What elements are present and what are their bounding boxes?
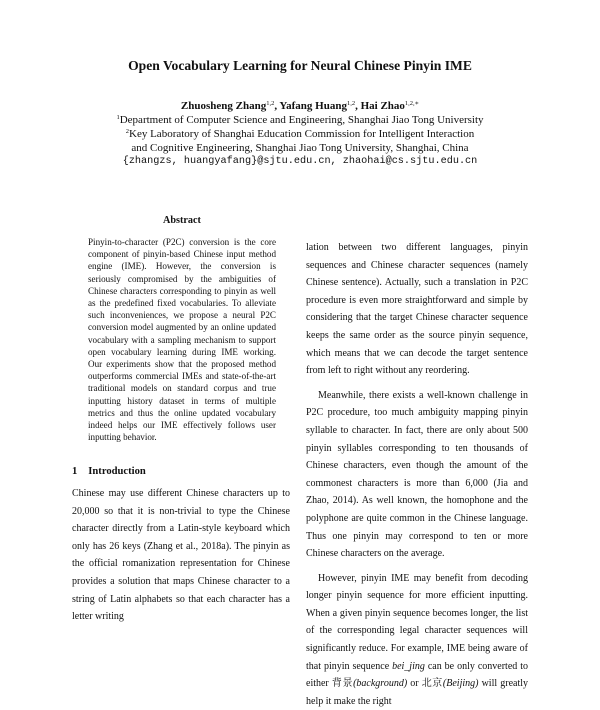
- section-number: 1: [72, 466, 78, 477]
- author-name: Hai Zhao: [360, 100, 405, 112]
- intro-paragraph: However, pinyin IME may benefit from decoding longer pinyin sequence for more efficient inputting. When a given pinyin sequence becomes longer, the list of the corresponding legal character sequences will significantly reduce. For example, IME being aware of that pinyin sequence bei_jing can be only converted to either 背景(background) or 北京(Beijing) will greatly help it make the right: [306, 572, 529, 707]
- affiliation-line: $^1$Department of Computer Science and Engineering, Shanghai Jiao Tong University: [116, 114, 484, 126]
- author-emails: {zhangzs, huangyafang}@sjtu.edu.cn, zhaohai@cs.sjtu.edu.cn: [122, 156, 478, 167]
- abstract-text: Pinyin-to-character (P2C) conversion is the core component of pinyin-based Chinese input method engine (IME). However, the conversion is seriously compromised by the ambiguities of Chinese characters corresponding to pinyin as well as the predefined fixed vocabularies. To alleviate such inconveniences, we propose a neural P2C conversion model augmented by an online updated vocabulary with a sampling mechanism to support open vocabulary learning during IME working. Our experiments show that the proposed method outperforms commercial IMEs and state-of-the-art traditional models on standard corpus and true inputting history dataset in terms of multiple metrics and thus the online updated vocabulary indeed helps our IME effectively follows user inputting behavior.: [88, 237, 276, 443]
- affiliation-mark: 2: [125, 128, 130, 135]
- section-title: Introduction: [88, 466, 146, 477]
- author-name: Yafang Huang: [279, 100, 347, 112]
- gloss: (Beijing): [442, 678, 479, 690]
- author-marks: 1,2,∗: [404, 100, 420, 107]
- author-list: Zhuosheng Zhang$^{1,2}$, Yafang Huang$^{1,2}$, Hai Zhao$^{1,2,∗}$: [180, 100, 420, 112]
- right-column-body: [306, 239, 528, 710]
- intro-paragraph: Chinese may use different Chinese characters up to 20,000 so that it is non-trivial to type the Chinese character directly from a Latin-style keyboard which only has 26 keys (Zhang et al., 2018a). The pinyin as the official romanization representation for Chinese provides a solution that maps Chinese character to a string of Latin alphabets so that each character has a letter writing: [72, 488, 290, 623]
- abstract-heading: Abstract: [163, 215, 201, 226]
- affiliation-mark: 1: [116, 114, 120, 121]
- paper-title: Open Vocabulary Learning for Neural Chinese Pinyin IME: [128, 58, 472, 73]
- author-marks: 1,2: [346, 100, 356, 107]
- intro-paragraph-continued: lation between two different languages, pinyin sequences and Chinese character sequences (namely Chinese sentence). Actually, such a translation in P2C procedure is even more straightforward and simple by considering that the target Chinese character sequence keeps the same order as the source pinyin sequence, which means that we can decode the target sentence from left to right without any reordering.: [306, 242, 528, 377]
- chinese-example: 北京: [421, 678, 443, 690]
- affiliation-line: and Cognitive Engineering, Shanghai Jiao Tong University, Shanghai, China: [131, 142, 469, 154]
- left-column-body: [72, 485, 290, 626]
- author-marks: 1,2: [266, 100, 275, 107]
- intro-paragraph: Meanwhile, there exists a well-known challenge in P2C procedure, too much ambiguity mapping pinyin syllable to character. In fact, there are only about 500 pinyin syllables corresponding to ten thousands of Chinese characters, even though the amount of the commonest characters is more than 6,000 (Jia and Zhao, 2014). As well known, the homophone and the polyphone are quite common in the Chinese language. Thus one pinyin may correspond to ten or more Chinese characters on the average.: [306, 389, 528, 560]
- pinyin-example: bei_jing: [392, 660, 425, 672]
- chinese-example: 背景: [331, 678, 354, 690]
- gloss: (background): [353, 678, 408, 690]
- section-heading: [72, 466, 146, 477]
- author-name: Zhuosheng Zhang: [180, 100, 267, 112]
- affiliation-line: $^2$Key Laboratory of Shanghai Education Commission for Intelligent Interaction: [125, 128, 475, 140]
